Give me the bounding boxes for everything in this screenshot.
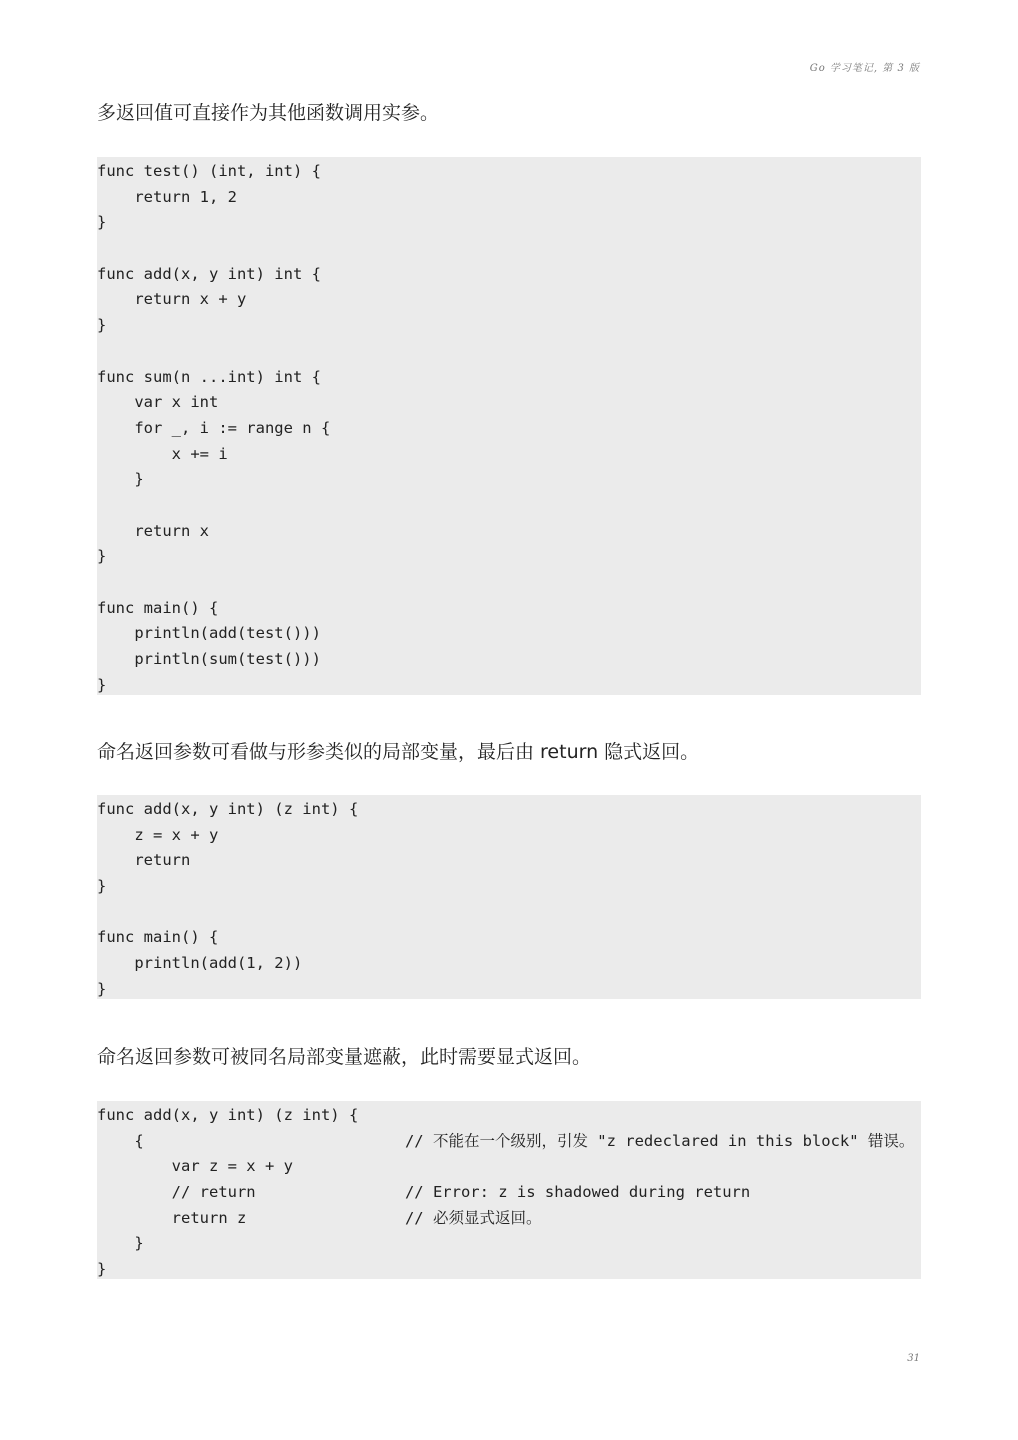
code-block-shadowed-return: [97, 1101, 921, 1279]
code-line: func add(x, y int) (z int) {: [97, 1106, 359, 1124]
code-line: }: [97, 979, 107, 998]
code-line: }: [97, 470, 144, 489]
code-line: func main() {: [97, 928, 219, 947]
code-line: var z = x + y: [97, 1157, 293, 1176]
code-line: }: [97, 316, 107, 335]
code-line: }: [97, 675, 107, 694]
code-line: func sum(n ...int) int {: [97, 367, 321, 386]
paragraph-named-return: 命名返回参数可看做与形参类似的局部变量，最后由 return 隐式返回。: [97, 741, 700, 763]
code-line: }: [97, 1234, 144, 1253]
code-line: println(sum(test())): [97, 650, 321, 669]
code-line: return 1, 2: [97, 187, 237, 206]
code-line: [97, 493, 921, 519]
code-line: return: [97, 851, 191, 870]
code-line: // return // Error: z is shadowed during return: [97, 1183, 751, 1202]
paragraph-shadowed-return: 命名返回参数可被同名局部变量遮蔽，此时需要显式返回。: [97, 1046, 592, 1068]
running-header: Go 学习笔记, 第 3 版: [809, 63, 920, 74]
code-line: return z // 必须显式返回。: [97, 1208, 542, 1227]
code-line: var x int: [97, 393, 219, 412]
code-line: }: [97, 877, 107, 896]
code-line: [97, 570, 921, 596]
code-line: return x + y: [97, 290, 247, 309]
code-line: println(add(1, 2)): [97, 954, 303, 973]
code-line: }: [97, 1260, 107, 1279]
code-line: [97, 900, 921, 926]
code-line: [97, 236, 921, 262]
paragraph-multi-return: 多返回值可直接作为其他函数调用实参。: [97, 102, 440, 124]
code-line: func add(x, y int) (z int) {: [97, 800, 359, 818]
code-line: }: [97, 547, 107, 566]
code-line: func add(x, y int) int {: [97, 264, 321, 283]
code-line: for _, i := range n {: [97, 418, 331, 437]
code-line: z = x + y: [97, 825, 219, 844]
page-number: 31: [907, 1353, 920, 1364]
code-block-multi-return: [97, 157, 921, 695]
code-line: return x: [97, 521, 209, 540]
code-line: println(add(test())): [97, 624, 321, 643]
code-line: x += i: [97, 444, 228, 463]
code-block-named-return: [97, 795, 921, 999]
code-line: func main() {: [97, 598, 219, 617]
code-line: [97, 339, 921, 365]
code-line: }: [97, 213, 107, 232]
code-line: func test() (int, int) {: [97, 162, 321, 180]
code-line: { // 不能在一个级别，引发 "z redeclared in this block" 错误。: [97, 1131, 915, 1150]
